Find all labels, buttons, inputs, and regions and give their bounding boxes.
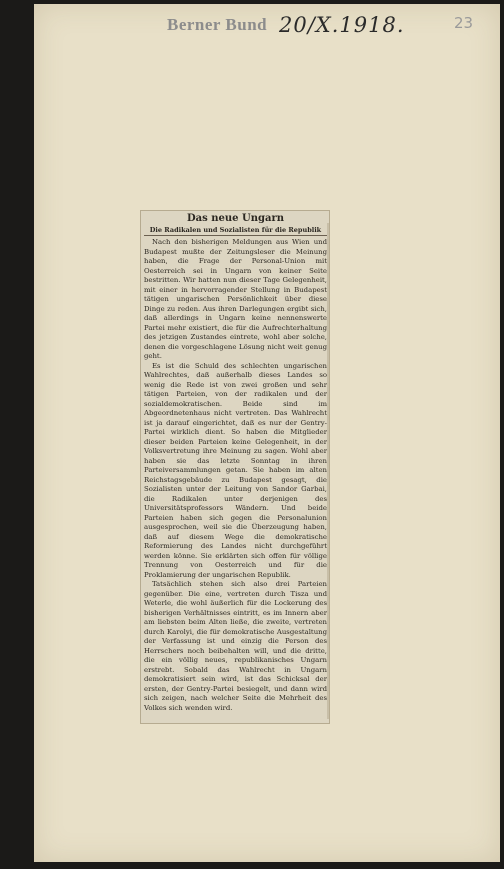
article-paragraph: Nach den bisherigen Meldungen aus Wien und Budapest mußte der Zeitungsleser die Meinung haben, die Frage der Personal-Union mit Oesterreich sei in Ungarn von keiner Seite bestritten. Wir hatten nun dieser Tage Gelegenheit, mit einer in hervorragender Stellung in Budapest tätigen ungarischen Persönlichkeit über diese Dinge zu reden. Aus ihren Darlegungen ergibt sich, daß allerdings in Ungarn keine nennenswerte Partei mehr existiert, die für die Aufrechterhaltung des jetzigen Zustandes eintrete, wohl aber solche, denen die vorgeschlagene Lösung nicht weit genug geht.	[144, 238, 327, 360]
article-title: Das neue Ungarn	[186, 213, 284, 224]
archive-sheet	[34, 4, 500, 862]
article-column	[144, 213, 327, 713]
article-subtitle: Die Radikalen und Sozialisten für die Republik	[144, 226, 327, 236]
page-number: 23	[454, 14, 474, 32]
newspaper-clipping	[140, 210, 330, 724]
column-rule	[327, 223, 329, 719]
article-paragraph: Es ist die Schuld des schlechten ungarischen Wahlrechtes, daß außerhalb dieses Landes so wenig die Rede ist von zwei großen und sehr tätigen Parteien, von der radikalen und der sozialdemokratischen. Beide sind im Abgeordnetenhaus nicht vertreten. Das Wahlrecht ist ja darauf eingerichtet, daß es nur der Gentry-Partei wirklich dient. So haben die Mitglieder dieser beiden Parteien keine Gelegenheit, in der Volksvertretung ihre Meinung zu sagen. Wohl aber haben sie das letzte Sonntag in ihren Parteiversammlungen getan. Sie haben im alten Reichstagsgebäude zu Budapest gesagt, die Sozialisten unter der Leitung von Sandor Garbai, die Radikalen unter derjenigen des Universitätsprofessors Wändern. Und beide Parteien haben sich gegen die Personalunion ausgesprochen, weil sie die Überzeugung haben, daß auf diesem Wege die demokratische Reformierung des Landes nicht durchgeführt werden könne. Sie erklärten sich offen für völlige Trennung von Oesterreich und für die Proklamierung der ungarischen Republik.	[144, 361, 327, 579]
publication-stamp: Berner Bund	[167, 15, 268, 34]
article-paragraph: Tatsächlich stehen sich also drei Parteien gegenüber. Die eine, vertreten durch Tisza und Weterle, die wohl äußerlich für die Lockerung des bisherigen Verhältnisses eintritt, es im Innern aber am liebsten beim Alten ließe, die zweite, vertreten durch Karolyi, die für demokratische Ausgestaltung der Verfassung ist und einzig die Person des Herrschers noch beibehalten will, und die dritte, die ein völlig neues, republikanisches Ungarn erstrebt. Sobald das Wahlrecht in Ungarn demokratisiert sein wird, ist das Schicksal der ersten, der Gentry-Partei besiegelt, und dann wird sich zeigen, nach welcher Seite die Mehrheit des Volkes sich wenden wird.	[144, 580, 327, 712]
handwritten-date: 20/X.1918.	[279, 13, 405, 37]
